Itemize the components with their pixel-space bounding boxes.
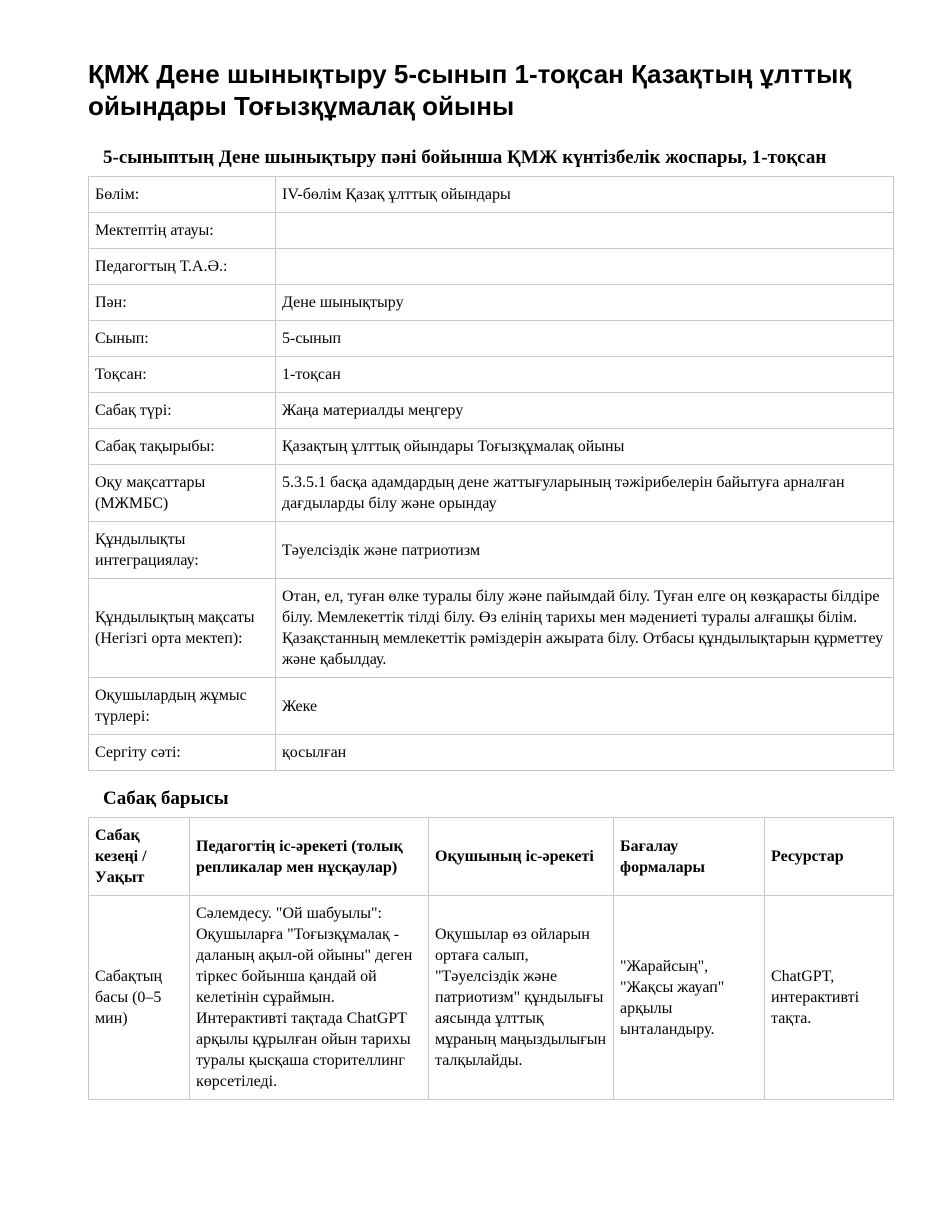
header-teacher-activity: Педагогтің іс-әрекеті (толық репликалар мен нұсқаулар) (190, 818, 429, 896)
info-row-value-integration (89, 522, 894, 579)
info-label: Сабақ түрі: (89, 393, 276, 429)
header-student-activity: Оқушының іс-әрекеті (429, 818, 614, 896)
info-value: Жеке (276, 678, 894, 735)
info-label: Сабақ тақырыбы: (89, 429, 276, 465)
cell-stage: Сабақтың басы (0–5 мин) (89, 896, 190, 1100)
info-label: Құндылықты интеграциялау: (89, 522, 276, 579)
lesson-progress-table (88, 817, 894, 1100)
document-page (88, 58, 893, 1100)
info-row-grade (89, 321, 894, 357)
header-assessment: Бағалау формалары (614, 818, 765, 896)
info-label: Тоқсан: (89, 357, 276, 393)
info-row-section (89, 177, 894, 213)
info-label: Бөлім: (89, 177, 276, 213)
header-stage: Сабақ кезеңі / Уақыт (89, 818, 190, 896)
info-row-lesson-topic (89, 429, 894, 465)
header-resources: Ресурстар (765, 818, 894, 896)
info-row-value-goal (89, 579, 894, 678)
info-row-quarter (89, 357, 894, 393)
info-value: 5-сынып (276, 321, 894, 357)
info-label: Оқу мақсаттары (МЖМБС) (89, 465, 276, 522)
info-value: Қазақтың ұлттық ойындары Тоғызқұмалақ ойыны (276, 429, 894, 465)
info-label: Құндылықтың мақсаты (Негізгі орта мектеп): (89, 579, 276, 678)
info-value: Жаңа материалды меңгеру (276, 393, 894, 429)
info-row-refreshment (89, 735, 894, 771)
table-row (89, 896, 894, 1100)
info-value (276, 213, 894, 249)
cell-teacher-activity: Сәлемдесу. "Ой шабуылы": Оқушыларға "Тоғызқұмалақ - даланың ақыл-ой ойыны" деген тіркес бойынша қандай ой келетінін сұраймын. Интерактивті тақтада ChatGPT арқылы құрылған ойын тарихы туралы қысқаша сторителлинг көрсетіледі. (190, 896, 429, 1100)
info-row-lesson-type (89, 393, 894, 429)
info-label: Сергіту сәті: (89, 735, 276, 771)
info-value: Отан, ел, туған өлке туралы білу және пайымдай білу. Туған елге оң көзқарасты білдіре білу. Мемлекеттік тілді білу. Өз елінің тарихы мен мәдениеті туралы алғашқы білім. Қазақстанның мемлекеттік рәміздерін ажырата білу. Отбасы құндылықтарын құрметтеу және қабылдау. (276, 579, 894, 678)
document-title: ҚМЖ Дене шынықтыру 5-сынып 1-тоқсан Қазақтың ұлттық ойындары Тоғызқұмалақ ойыны (88, 59, 852, 121)
info-row-work-types (89, 678, 894, 735)
info-value: қосылған (276, 735, 894, 771)
info-value: Тәуелсіздік және патриотизм (276, 522, 894, 579)
info-label: Мектептің атауы: (89, 213, 276, 249)
plan-subtitle: 5-сыныптың Дене шынықтыру пәні бойынша ҚМЖ күнтізбелік жоспары, 1-тоқсан (103, 147, 827, 168)
info-value (276, 249, 894, 285)
lesson-section-title: Сабақ барысы (103, 788, 229, 809)
info-label: Педагогтың Т.А.Ә.: (89, 249, 276, 285)
cell-assessment: "Жарайсың", "Жақсы жауап" арқылы ынталандыру. (614, 896, 765, 1100)
cell-resources: ChatGPT, интерактивті тақта. (765, 896, 894, 1100)
info-row-learning-objectives (89, 465, 894, 522)
info-row-teacher (89, 249, 894, 285)
info-value: 5.3.5.1 басқа адамдардың дене жаттығуларының тәжірибелерін байытуға арналған дағдыларды білу және орындау (276, 465, 894, 522)
info-label: Сынып: (89, 321, 276, 357)
info-label: Пән: (89, 285, 276, 321)
info-value: Дене шынықтыру (276, 285, 894, 321)
lesson-header-row (89, 818, 894, 896)
cell-student-activity: Оқушылар өз ойларын ортаға салып, "Тәуелсіздік және патриотизм" құндылығы аясында ұлттық мұраның маңыздылығын талқылайды. (429, 896, 614, 1100)
info-label: Оқушылардың жұмыс түрлері: (89, 678, 276, 735)
lesson-info-table (88, 176, 894, 771)
info-row-subject (89, 285, 894, 321)
info-value: 1-тоқсан (276, 357, 894, 393)
info-value: IV-бөлім Қазақ ұлттық ойындары (276, 177, 894, 213)
info-row-school (89, 213, 894, 249)
